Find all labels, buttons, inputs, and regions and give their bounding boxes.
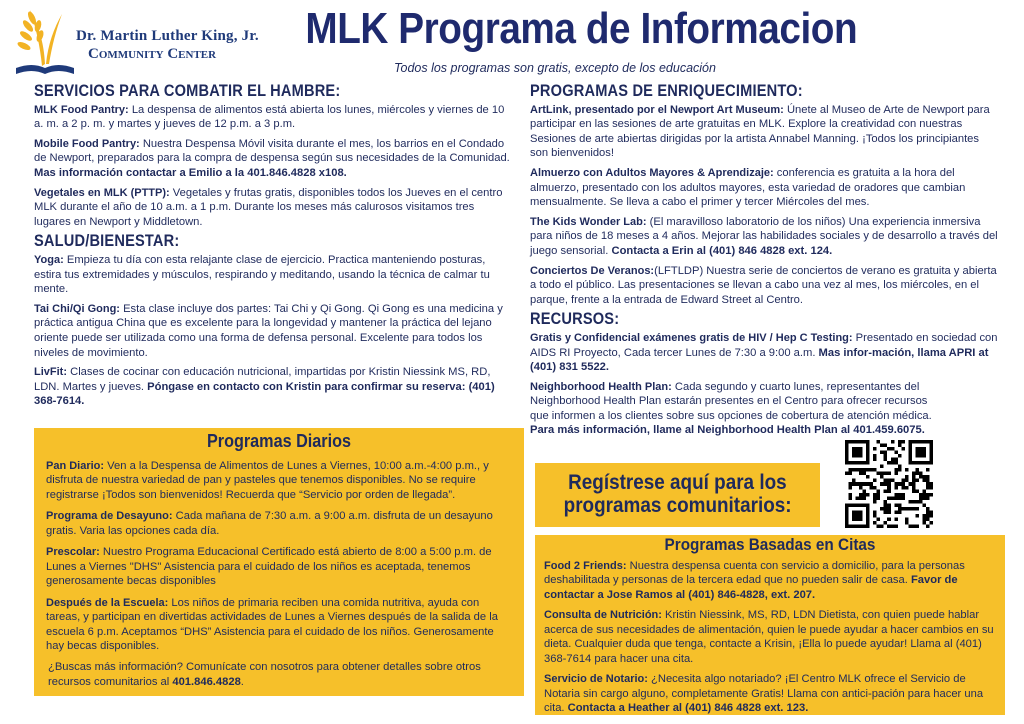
resources-heading: RECURSOS: bbox=[530, 309, 620, 329]
program-entry: Consulta de Nutrición: Kristin Niessink, MS, RD, LDN Dietista, con quien puede hablar acerca de sus necesidades de alimentación, quien le puede ayudar a hacer cambios en su dieta. Cualquier duda que tenga, contacte a Krisin, ¡Ella lo puede ayudar! Llama al (401) 368-7614 para hacer una cita. bbox=[544, 609, 994, 665]
daily-programs-box bbox=[34, 428, 524, 696]
page-title: MLK Programa de Informacion bbox=[305, 4, 858, 53]
program-entry: ArtLink, presentado por el Newport Art Museum: Únete al Museo de Arte de Newport para participar en las sesiones de arte gratuitas en MLK. Explore la creatividad con nuestras Sesiones de arte abiertas dirigidas por la artista Annabel Manning. ¡Todos los principiantes son bienvenidos! bbox=[530, 103, 990, 160]
program-entry: MLK Food Pantry: La despensa de alimentos está abierta los lunes, miércoles y viernes de 10 a. m. a 2 p. m. y martes y jueves de 12 p.m. a 3 p.m. bbox=[34, 103, 505, 131]
logo bbox=[12, 6, 257, 80]
program-entry: Gratis y Confidencial exámenes gratis de HIV / Hep C Testing: Presentado en sociedad con AIDS RI Proyecto, Cada tercer Lunes de 7:30 a 9:00 a.m. Mas infor-mación, llama APRI at (401) 831 5522. bbox=[530, 331, 998, 374]
program-entry: Servicio de Notario: ¿Necesita algo notariado? ¡El Centro MLK ofrece el Servicio de Notaria sin cargo alguno, completamente Gratis! Llama con antici-pación para hacer una cita. Contacta a Heather al (401) 846 4828 ext. 123. bbox=[544, 673, 984, 714]
program-entry: Programa de Desayuno: Cada mañana de 7:30 a.m. a 9:00 a.m. disfruta de un desayuno gratis. Varia las opciones cada día. bbox=[46, 510, 493, 537]
register-banner bbox=[535, 463, 820, 527]
enrichment-heading: PROGRAMAS DE ENRIQUECIMIENTO: bbox=[530, 81, 803, 100]
page-subtitle: Todos los programas son gratis, excepto de los educación bbox=[394, 61, 716, 75]
appointment-programs-box bbox=[535, 535, 1005, 715]
program-entry: Almuerzo con Adultos Mayores & Aprendizaje: conferencia es gratuita a la hora del almuerzo, presentado con los adultos mayores, esta variedad de oradores que cambian mensualmente. Se lleva a cabo el primer y tercer Miércoles del mes. bbox=[530, 166, 966, 209]
health-heading: SALUD/BIENESTAR: bbox=[34, 231, 180, 251]
register-line1: Regístrese aquí para los bbox=[568, 471, 787, 494]
program-entry: Yoga: Empieza tu día con esta relajante clase de ejercicio. Practica manteniendo posturas, estira tus extremidades y músculos, respirando y meditando, usando la técnica de calmar tu mente. bbox=[34, 253, 490, 296]
program-entry: Vegetales en MLK (PTTP): Vegetales y frutas gratis, disponibles todos los Jueves en el centro MLK durante el año de 10 a.m. a 1 p.m. Durante los meses más calurosos visitamos tres lugares en Newport y Middletown. bbox=[34, 186, 503, 228]
right-column bbox=[530, 82, 1000, 443]
program-entry: LivFit: Clases de cocinar con educación nutricional, impartidas por Kristin Niessink MS, RD, LDN. Martes y jueves. Póngase en contacto con Kristin para confirmar su reserva: (401) 368-7614. bbox=[34, 366, 495, 408]
program-entry: Mobile Food Pantry: Nuestra Despensa Móvil visita durante el mes, los barrios en el Condado de Newport, preparados para la compra de despensa según sus necesidades de la Comunidad. Mas información contactar a Emilio a la 401.846.4828 x108. bbox=[34, 137, 510, 179]
hunger-heading: SERVICIOS PARA COMBATIR EL HAMBRE: bbox=[34, 81, 341, 100]
program-entry: Tai Chi/Qi Gong: Esta clase incluye dos partes: Tai Chi y Qi Gong. Qi Gong es una medicina y práctica antigua China que es excelente para la longevidad y mantener la práctica del lejano oriente puede ser utilizada como una forma de defensa personal. Excelente para todos los niveles de movimiento. bbox=[34, 302, 503, 359]
appointments-heading: Programas Basadas en Citas bbox=[664, 535, 876, 554]
program-entry: Neighborhood Health Plan: Cada segundo y cuarto lunes, representantes del Neighborhood Health Plan estarán presentes en el Centro para ofrecer recursos que informen a los clientes sobre sus opciones de cobertura de atención médica. Para más información, llame al Neighborhood Health Plan al 401.459.6075. bbox=[530, 380, 932, 437]
program-entry: Conciertos De Veranos:(LFTLDP) Nuestra serie de conciertos de verano es gratuita y abierta a todo el público. Las presentaciones se llevan a cabo una vez al mes, los miércoles, en el parque, frente a la entrada de Edward Street al Centro. bbox=[530, 264, 997, 306]
program-entry: Food 2 Friends: Nuestra despensa cuenta con servicio a domicilio, para la personas deshabilitada y personas de la tercera edad que no pueden salir de casa. Favor de contactar a Jose Ramos al (401) 846-4828, ext. 207. bbox=[544, 559, 965, 601]
logo-line1: Dr. Martin Luther King, Jr. bbox=[76, 28, 259, 44]
program-entry: Pan Diario: Ven a la Despensa de Alimentos de Lunes a Viernes, 10:00 a.m.-4:00 p.m., y disfruta de nuestra variedad de pan y pasteles que tenemos disponibles. No se require registrarse ¡Todos son bienvenidos! Recuerda que “Servicio por orden de llegada”. bbox=[46, 459, 489, 501]
qr-code-icon[interactable] bbox=[845, 440, 933, 528]
daily-heading: Programas Diarios bbox=[206, 431, 352, 451]
program-entry: The Kids Wonder Lab: (El maravilloso laboratorio de los niños) Una experiencia inmersiva para niños de 18 meses a 4 años. Mejorar las habilidades sociales y de desarrollo a través del juego sensorial. Contacta a Erin al (401) 846 4828 ext. 124. bbox=[530, 215, 998, 257]
logo-line2: Community Center bbox=[88, 46, 217, 62]
program-entry: Prescolar: Nuestro Programa Educacional Certificado está abierto de 8:00 a 5:00 p.m. de Lunes a Viernes "DHS" Asistencia para el cuidado de los niños es aceptada, tenemos generosamente becas disponibles bbox=[46, 546, 492, 587]
program-entry: Después de la Escuela: Los niños de primaria reciben una comida nutritiva, ayuda con tareas, y participan en divertidas actividades de Lunes a Viernes después de la salida de la escuela 6 p.m. Aceptamos “DHS” Asistencia para el cuidado de los niños. Generosamente hay becas disponibles. bbox=[46, 596, 498, 652]
more-info-text: ¿Buscas más información? Comunícate con nosotros para obtener detalles sobre otros recursos comunitarios al 401.846.4828. bbox=[48, 661, 481, 688]
register-line2: programas comunitarios: bbox=[563, 494, 792, 517]
left-column bbox=[34, 82, 514, 414]
wheat-book-icon bbox=[12, 6, 82, 80]
